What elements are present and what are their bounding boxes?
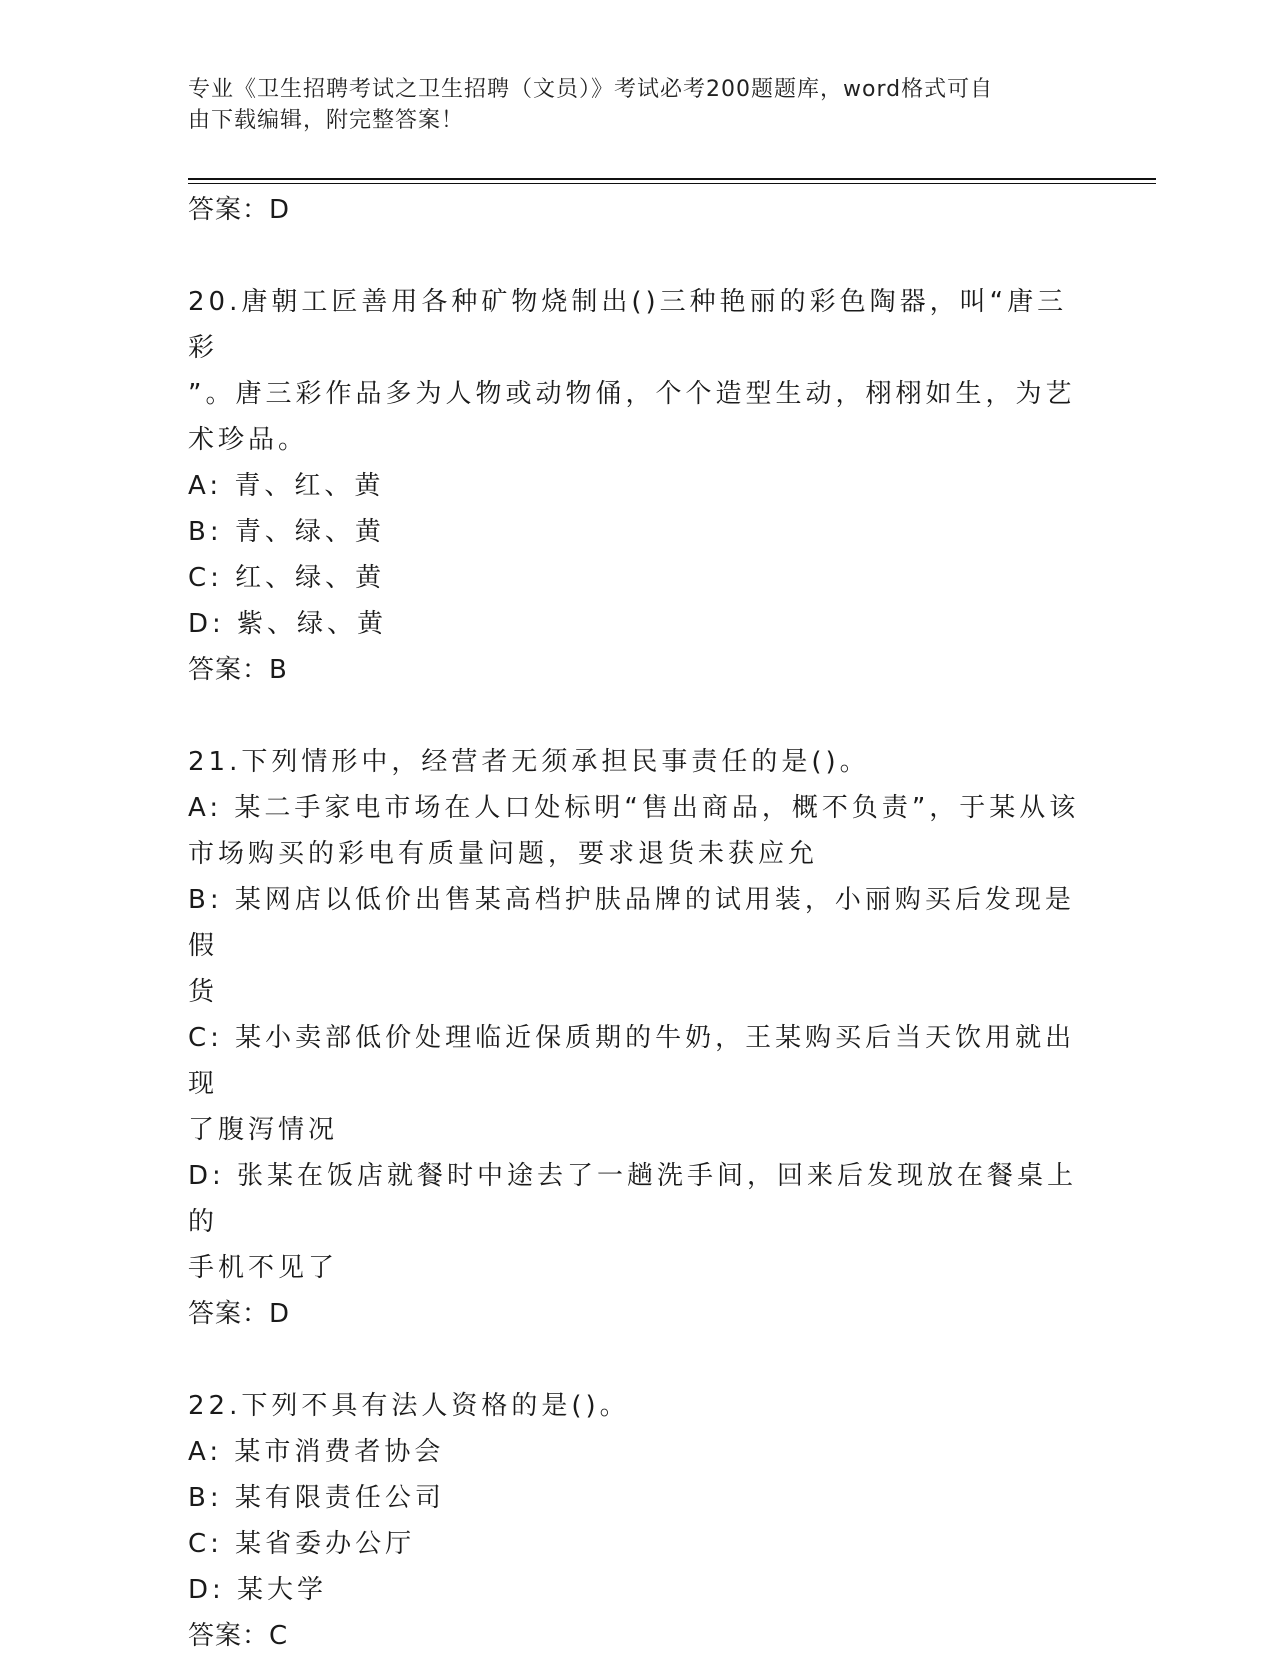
option-a: A: 某二手家电市场在人口处标明“售出商品，概不负责”，于某从该 <box>188 793 1080 823</box>
answer: 答案：D <box>188 1299 291 1329</box>
previous-answer: 答案：D <box>188 195 291 225</box>
option-b-continued: 货 <box>188 977 219 1007</box>
option-c: C: 某小卖部低价处理临近保质期的牛奶，王某购买后当天饮用就出现 <box>188 1023 1076 1099</box>
option-c-continued: 了腹泻情况 <box>188 1115 339 1145</box>
option-a-continued: 市场购买的彩电有质量问题，要求退货未获应允 <box>188 839 819 869</box>
question-21 <box>188 739 1088 1337</box>
header-rule-thin <box>188 183 1156 184</box>
option-d: D: 某大学 <box>188 1575 328 1605</box>
answer: 答案：C <box>188 1621 289 1651</box>
option-c: C: 某省委办公厅 <box>188 1529 416 1559</box>
question-22 <box>188 1383 1088 1659</box>
header-rule-thick <box>188 178 1156 180</box>
question-20 <box>188 279 1088 693</box>
document-body <box>188 187 1088 1659</box>
document-header <box>188 74 1068 136</box>
question-stem-line: 术珍品。 <box>188 425 309 455</box>
header-line-2: 由下载编辑，附完整答案！ <box>188 108 465 133</box>
option-d: D: 张某在饭店就餐时中途去了一趟洗手间，回来后发现放在餐桌上的 <box>188 1161 1078 1237</box>
answer: 答案：B <box>188 655 288 685</box>
question-stem-line: 21.下列情形中，经营者无须承担民事责任的是()。 <box>188 747 870 777</box>
question-stem-line: ”。唐三彩作品多为人物或动物俑，个个造型生动，栩栩如生，为艺 <box>188 379 1076 409</box>
option-c: C: 红、绿、黄 <box>188 563 386 593</box>
question-stem-line: 22.下列不具有法人资格的是()。 <box>188 1391 630 1421</box>
question-stem-line: 20.唐朝工匠善用各种矿物烧制出()三种艳丽的彩色陶器，叫“唐三彩 <box>188 287 1068 363</box>
option-b: B: 青、绿、黄 <box>188 517 385 547</box>
option-d-continued: 手机不见了 <box>188 1253 339 1283</box>
option-a: A: 某市消费者协会 <box>188 1437 445 1467</box>
option-d: D: 紫、绿、黄 <box>188 609 388 639</box>
header-line-1: 专业《卫生招聘考试之卫生招聘（文员）》考试必考200题题库，word格式可自 <box>188 77 994 102</box>
option-b: B: 某网店以低价出售某高档护肤品牌的试用装，小丽购买后发现是假 <box>188 885 1075 961</box>
option-b: B: 某有限责任公司 <box>188 1483 445 1513</box>
option-a: A: 青、红、黄 <box>188 471 385 501</box>
